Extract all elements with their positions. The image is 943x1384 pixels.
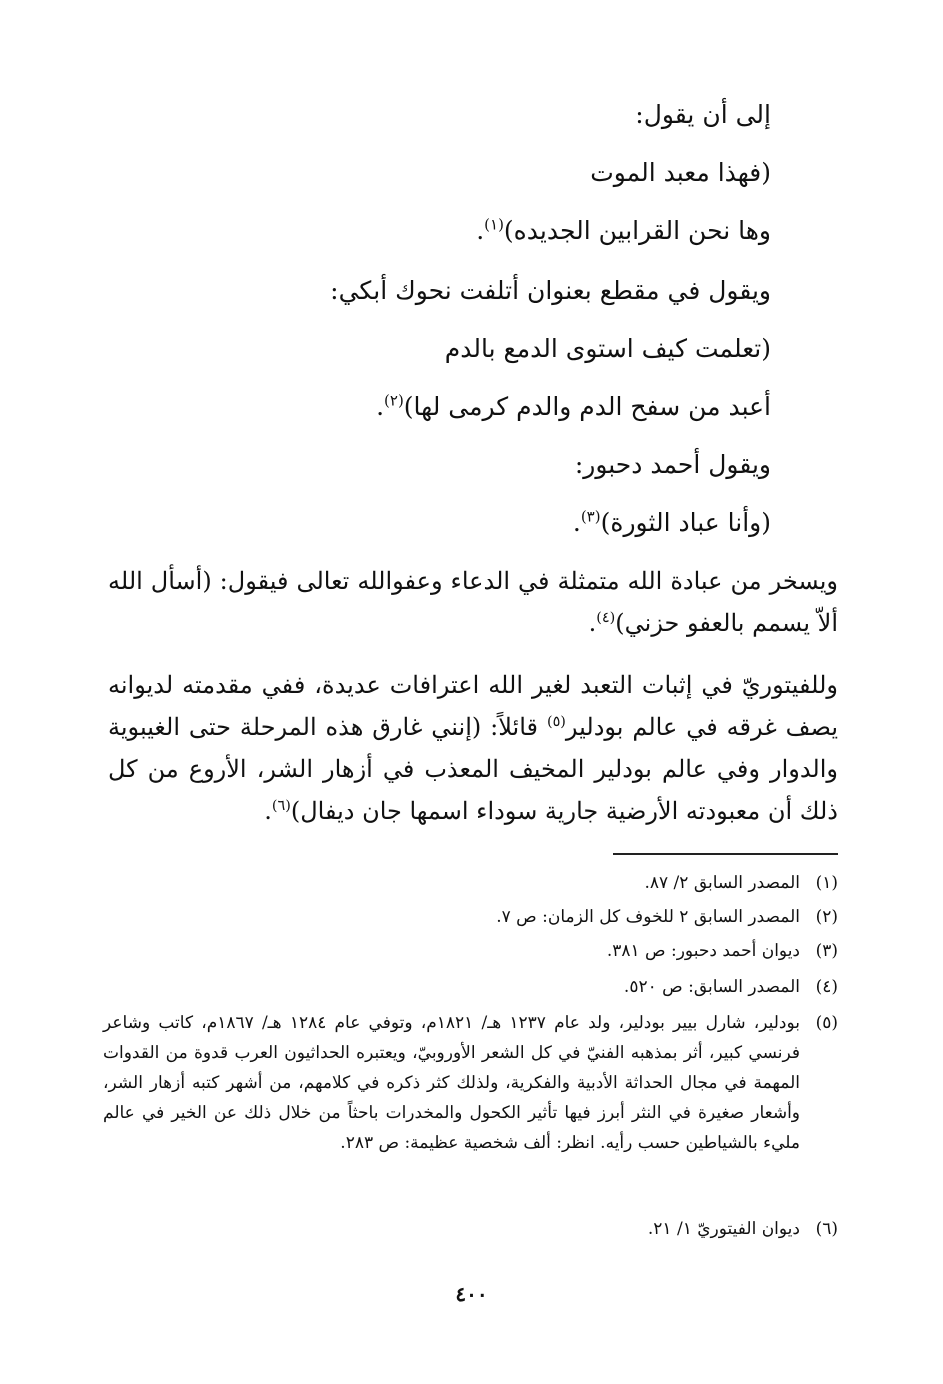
body-line (111, 100, 771, 130)
line-text: أعبد من سفح الدم والدم كرمى لها) (403, 392, 771, 421)
paragraph-text: ويسخر من عبادة الله متمثلة في الدعاء وعفوالله تعالى فيقول: (أسأل الله ألاّ يسمم بالعفو حزني) (108, 567, 838, 637)
footnote-number: (١) (815, 873, 838, 893)
line-text: (فهذا معبد الموت (590, 158, 771, 187)
poem-line: وها نحن القرابين الجديده)$^{(١)}$. (476, 215, 771, 245)
paragraph-text: وللفيتوريّ في إثبات التعبد لغير الله اعترافات عديدة، ففي مقدمته لديوانه يصف غرقه في عالم بودلير (108, 671, 838, 741)
page-number: ٤٠٠ (455, 1282, 488, 1306)
footnote-text: المصدر السابق ٢ للخوف كل الزمان: ص ٧. (496, 907, 800, 927)
line-text: إلى أن يقول: (635, 100, 771, 129)
footnote-number: (٣) (815, 941, 838, 961)
footnote-text: بودلير، شارل بيير بودلير، ولد عام ١٢٣٧ هـ/ ١٨٢١م، وتوفي عام ١٢٨٤ هـ/ ١٨٦٧م، كاتب وشاعر فرنسي كبير، أثر بمذهبه الفنيّ في كل الشعر الأوروبيّ، ويعتبره الحداثيون العرب قدوة من القدوات المهمة في مجال الحداثة الأدبية والفكرية، ولذلك كثر ذكره في كلامهم، من أشهر كتبه أزهار الشر، وأشعار صغيرة في النثر أبرز فيها تأثير الكحول والمخدرات باحثاً من خلال ذلك عن الخير في عالم مليء بالشياطين حسب رأيه. انظر: ألف شخصية عظيمة: ص ٢٨٣. (103, 1013, 801, 1153)
footnote-text: المصدر السابق: ص ٥٢٠. (623, 977, 800, 997)
body-line (111, 276, 771, 306)
footnote (103, 902, 838, 932)
footnote-number: (٤) (815, 977, 838, 997)
footnote-ref: (١) (484, 215, 504, 234)
line-text: (تعلمت كيف استوى الدمع بالدم (444, 334, 771, 363)
footnote-ref: (٥) (546, 714, 566, 730)
poem-line: (وأنا عباد الثورة)$^{(٣)}$. (572, 507, 771, 537)
footnote-number: (٥) (815, 1013, 838, 1033)
footnote (103, 868, 838, 898)
footnote (103, 1008, 838, 1158)
footnote-text: المصدر السابق ٢/ ٨٧. (644, 873, 800, 893)
footnote-ref: (٣) (580, 507, 601, 526)
footnote-ref: (٢) (384, 391, 404, 410)
paragraph: ويسخر من عبادة الله متمثلة في الدعاء وعفوالله تعالى فيقول: (أسأل الله ألاّ يسمم بالعفو حزني)$^{(٤)}$. (108, 567, 838, 637)
line-text: ويقول أحمد دحبور: (574, 450, 771, 479)
paragraph: وللفيتوريّ في إثبات التعبد لغير الله اعترافات عديدة، ففي مقدمته لديوانه يصف غرقه في عالم بودلير$^{(٥)}$ قائلاً: (إنني غارق هذه المرحلة حتى الغيبوية والدوار وفي عالم بودلير المخيف المعذب في أزهار الشر، الأروع من كل ذلك أن معبودته الأرضية جارية سوداء اسمها جان ديفال)$^{(٦)}$. (108, 671, 838, 825)
line-text: وها نحن القرابين الجديده) (503, 216, 771, 245)
footnote-separator (613, 853, 838, 855)
poem-line (111, 334, 771, 364)
footnote-ref: (٦) (271, 798, 291, 814)
footnote (103, 972, 838, 1002)
line-text: (وأنا عباد الثورة) (600, 508, 771, 537)
poem-line (111, 158, 771, 188)
footnote-text: ديوان الفيتوريّ ١/ ٢١. (647, 1219, 800, 1239)
footnote-number: (٢) (815, 907, 838, 927)
paragraph-text: قائلاً: (إنني غارق هذه المرحلة حتى الغيبوية والدوار وفي عالم بودلير المخيف المعذب في أزهار الشر، الأروع من كل ذلك أن معبودته الأرضية جارية سوداء اسمها جان ديفال) (108, 713, 838, 825)
footnote (103, 1214, 838, 1244)
line-text: ويقول في مقطع بعنوان أتلفت نحوك أبكي: (330, 276, 771, 305)
footnote-ref: (٤) (596, 610, 616, 626)
poem-line: أعبد من سفح الدم والدم كرمى لها)$^{(٢)}$. (376, 391, 771, 421)
footnote-text: ديوان أحمد دحبور: ص ٣٨١. (606, 941, 800, 961)
body-line (111, 450, 771, 480)
footnote-number: (٦) (815, 1219, 838, 1239)
footnote (103, 936, 838, 966)
